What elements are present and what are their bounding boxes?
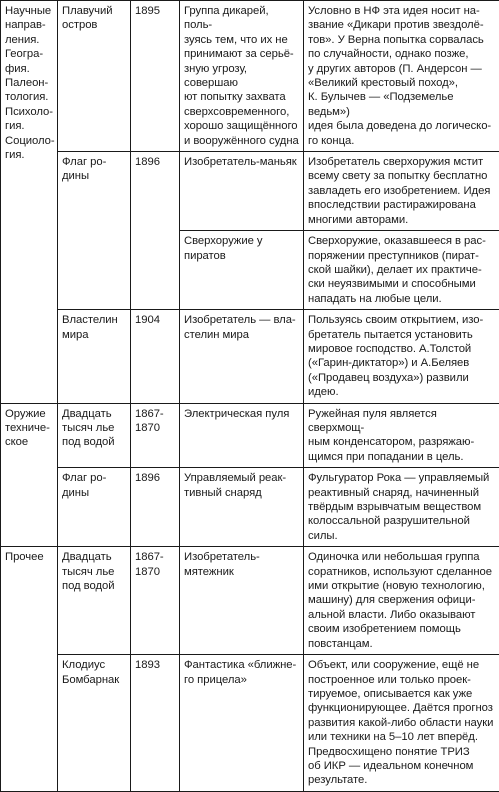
table-row — [1, 468, 499, 547]
subject-cell: Фантастика «ближне- го прицела» — [180, 655, 304, 792]
description-cell: Объект, или сооружение, ещё не построенное или только проек- тируемое, описывается как уже функционирующее. Даётся прогноз развития какой-либо области науки или техники на 5–10 лет вперёд. Предвосхищено понятие ТРИЗ об ИКР — идеальном конечном результате. — [304, 655, 499, 792]
subject-cell: Группа дикарей, поль- зуясь тем, что их не принимают за серьё- зную угрозу, совершаю ют попытку захвата сверхсовременного, хорошо защищённого и вооружённого судна — [180, 1, 304, 152]
year-cell: 1896 — [131, 468, 180, 547]
year-cell: 1893 — [131, 655, 180, 792]
work-title-cell: Плавучий остров — [58, 1, 131, 152]
table-row — [1, 547, 499, 655]
table-row — [1, 310, 499, 403]
work-title-cell: Флаг ро- дины — [58, 468, 131, 547]
year-cell: 1867- 1870 — [131, 403, 180, 468]
subject-cell: Управляемый реак- тивный снаряд — [180, 468, 304, 547]
work-title-cell: Двадцать тысяч лье под водой — [58, 403, 131, 468]
subject-cell: Изобретатель- мятежник — [180, 547, 304, 655]
category-cell: Оружие техниче- ское — [1, 403, 58, 547]
year-cell: 1867- 1870 — [131, 547, 180, 655]
subject-cell: Изобретатель — вла- стелин мира — [180, 310, 304, 403]
description-cell: Ружейная пуля является сверхмощ- ным конденсатором, разряжаю- щимся при попадании в цель. — [304, 403, 499, 468]
table-row — [1, 655, 499, 792]
year-cell: 1895 — [131, 1, 180, 152]
description-cell: Пользуясь своим открытием, изо- бретатель пытается установить мировое господство. А.Толстой («Гарин-диктатор») и А.Беляев («Продавец воздуха») развили идею. — [304, 310, 499, 403]
table-row — [1, 403, 499, 468]
table-body — [1, 1, 499, 792]
description-cell: Одиночка или небольшая группа соратников, используют сделанное ими открытие (новую технологию, машину) для свержения офици- альной власти. Либо оказывают своим изобретением помощь повстанцам. — [304, 547, 499, 655]
work-title-cell: Клодиус Бомбарнак — [58, 655, 131, 792]
year-cell: 1904 — [131, 310, 180, 403]
table-row — [1, 1, 499, 152]
work-title-cell: Флаг ро- дины — [58, 152, 131, 310]
description-cell: Фульгуратор Рока — управляемый реактивный снаряд, начиненный твёрдым взрывчатым веществом колоссальной разрушительной силы. — [304, 468, 499, 547]
year-cell: 1896 — [131, 152, 180, 310]
subject-cell: Сверхоружие у пиратов — [180, 231, 304, 310]
description-cell: Сверхоружие, оказавшееся в рас- поряжении преступников (пират- ской шайки), делает их практиче- ски неуязвимыми и способными нападать на любые цели. — [304, 231, 499, 310]
subject-cell: Изобретатель-маньяк — [180, 152, 304, 231]
category-cell: Прочее — [1, 547, 58, 792]
description-cell: Условно в НФ эта идея носит на- звание «Дикари против звездолё- тов». У Верна попытка сорвалась по случайности, однако позже, у других авторов (П. Андерсон — «Великий крестовый поход», К. Булычев — «Подземелье ведьм») идея была доведена до логическо- го конца. — [304, 1, 499, 152]
category-cell: Научные направ- ления. Геогра- фия. Палеон- тология. Психоло- гия. Социоло- гия. — [1, 1, 58, 404]
description-cell: Изобретатель сверхоружия мстит всему свету за попытку бесплатно завладеть его изобретением. Идея впоследствии растиражирована многими авторами. — [304, 152, 499, 231]
subject-cell: Электрическая пуля — [180, 403, 304, 468]
table-row — [1, 152, 499, 231]
work-title-cell: Властелин мира — [58, 310, 131, 403]
work-title-cell: Двадцать тысяч лье под водой — [58, 547, 131, 655]
